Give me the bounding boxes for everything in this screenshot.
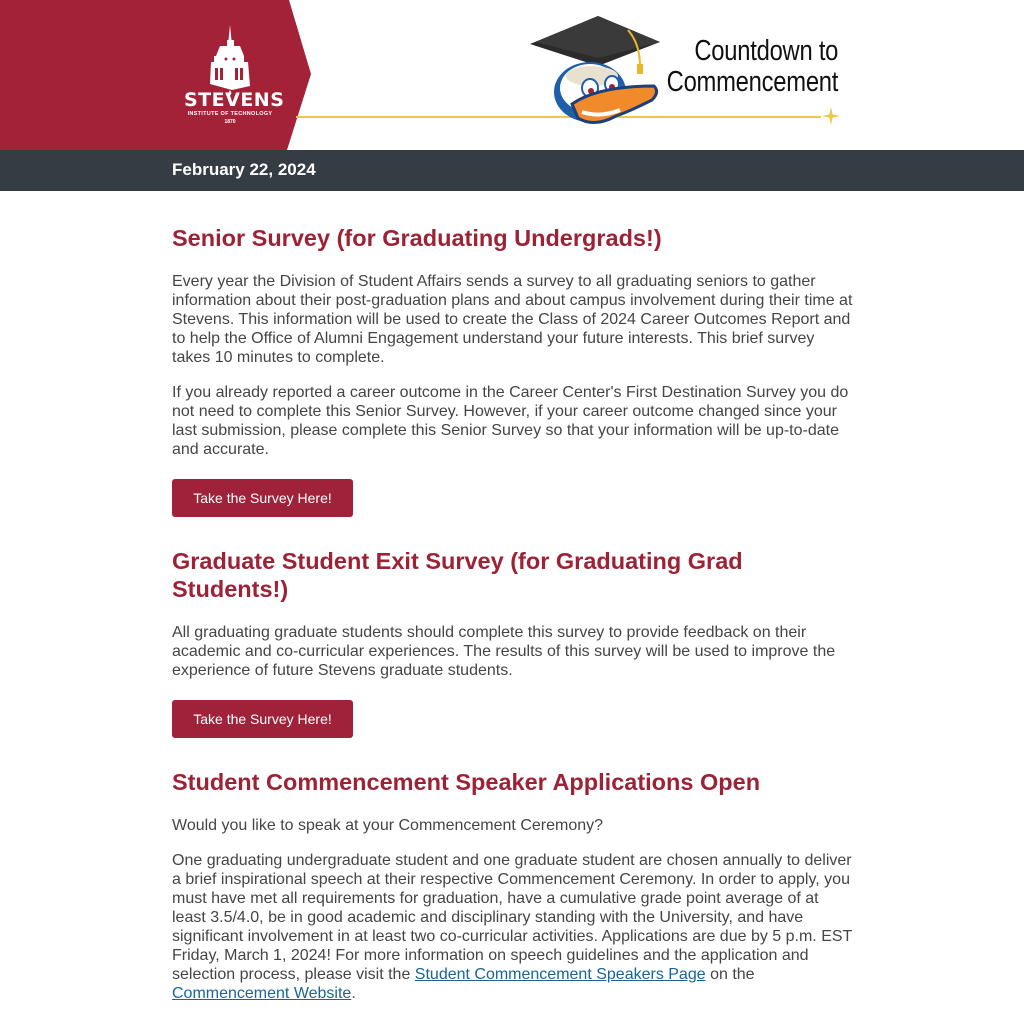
duck-mascot-graduation-cap-icon xyxy=(528,14,664,132)
grad-exit-survey-section xyxy=(172,547,856,738)
countdown-title-line2: Commencement xyxy=(666,66,838,98)
countdown-title-line1: Countdown to xyxy=(694,35,838,67)
section-heading: Senior Survey (for Graduating Undergrads!) xyxy=(172,225,662,251)
section-paragraph: If you already reported a career outcome in the Career Center's First Destination Survey you do not need to complete this Senior Survey. However, if your career outcome changed since your last submission, please complete this Senior Survey so that your information will be up-to-date and accurate. xyxy=(172,384,849,458)
sparkle-star-icon xyxy=(822,107,840,125)
speakers-page-link[interactable]: Student Commencement Speakers Page xyxy=(414,966,706,983)
section-paragraph: Every year the Division of Student Affairs sends a survey to all graduating seniors to gather information about their post-graduation plans and about campus involvement during their time at Stevens. This information will be used to create the Class of 2024 Career Outcomes Report and to help the Office of Alumni Engagement understand your future interests. This brief survey takes 10 minutes to complete. xyxy=(172,273,853,366)
commencement-website-link[interactable]: Commencement Website xyxy=(172,985,352,1002)
paragraph-text: on the xyxy=(705,966,755,983)
logo-subtitle: INSTITUTE OF TECHNOLOGY xyxy=(187,111,273,117)
email-header xyxy=(0,0,1024,150)
grad-survey-button[interactable]: Take the Survey Here! xyxy=(172,700,353,738)
newsletter-content xyxy=(172,224,856,1019)
commencement-speaker-section xyxy=(172,768,856,1003)
paragraph-text: . xyxy=(351,985,356,1002)
countdown-title xyxy=(666,36,838,98)
senior-survey-section xyxy=(172,224,856,517)
section-heading: Student Commencement Speaker Applications Open xyxy=(172,769,761,795)
section-paragraph: Would you like to speak at your Commencement Ceremony? xyxy=(172,817,604,834)
section-heading: Graduate Student Exit Survey (for Graduating Grad Students!) xyxy=(172,548,743,602)
date-bar xyxy=(0,150,1024,191)
section-paragraph: All graduating graduate students should complete this survey to provide feedback on their academic and co-curricular experiences. The results of this survey will be used to improve the experience of future Stevens graduate students. xyxy=(172,624,836,679)
paragraph-text: One graduating undergraduate student and one graduate student are chosen annually to deliver a brief inspirational speech at their respective Commencement Ceremony. In order to apply, you must have met all requirements for graduation, have a cumulative grade point average of at least 3.5/4.0, be in good academic and disciplinary standing with the University, and have significant involvement in at least two co-curricular activities. Applications are due by 5 p.m. EST Friday, March 1, 2024! For more information on speech guidelines and the application and selection process, please visit the xyxy=(172,852,853,983)
logo-year: 1870 xyxy=(224,119,236,125)
logo-wordmark: STEVENS xyxy=(184,89,285,111)
issue-date: February 22, 2024 xyxy=(172,160,316,179)
section-paragraph xyxy=(172,851,856,1003)
senior-survey-button[interactable]: Take the Survey Here! xyxy=(172,479,353,517)
